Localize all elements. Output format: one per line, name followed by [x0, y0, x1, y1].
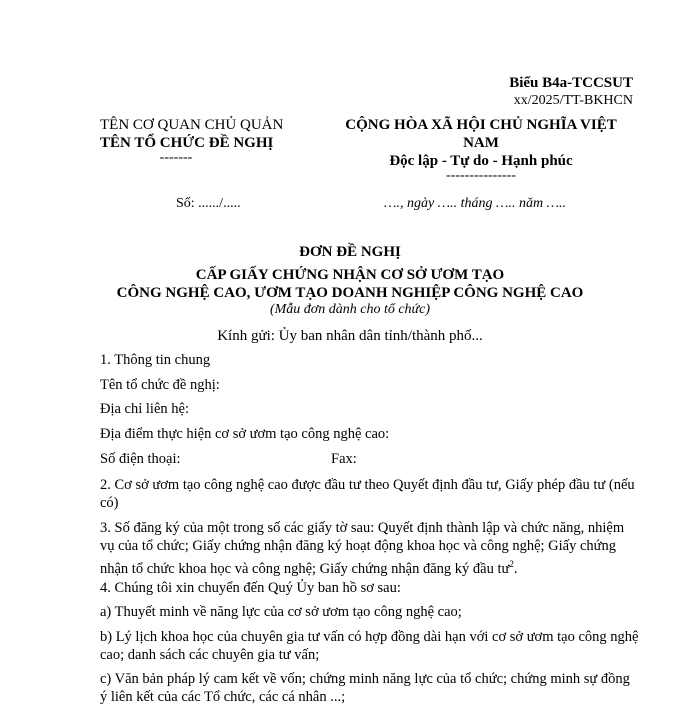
section-4a: a) Thuyết minh về năng lực của cơ sở ươm tạo công nghệ cao;: [100, 604, 462, 620]
title-line4: (Mẫu đơn dành cho tổ chức): [269, 302, 431, 317]
section-4b: b) Lý lịch khoa học của chuyên gia tư vấn có hợp đồng dài hạn với cơ sở ươm tạo công nghệ cao; danh sách các chuyên gia tư vấn;: [100, 629, 639, 663]
motto-rule: ---------------: [446, 168, 516, 183]
section-2: 2. Cơ sở ươm tạo công nghệ cao được đầu tư theo Quyết định đầu tư, Giấy phép đầu tư (nếu có): [100, 477, 635, 511]
footnote-2: 2: [509, 559, 514, 569]
org-name-label: Tên tổ chức đề nghị:: [100, 377, 220, 393]
contact-address-label: Địa chỉ liên hệ:: [100, 401, 189, 417]
document-date: …., ngày ….. tháng ….. năm …..: [384, 196, 567, 211]
document-number: Số: ....../.....: [176, 196, 241, 211]
title-line2: CẤP GIẤY CHỨNG NHẬN CƠ SỞ ƯƠM TẠO: [195, 267, 505, 283]
fax-label: Fax:: [331, 451, 357, 467]
agency-line1: TÊN CƠ QUAN CHỦ QUẢN: [100, 117, 284, 133]
republic-line2: NAM: [463, 135, 499, 151]
section-3: 3. Số đăng ký của một trong số các giấy tờ sau: Quyết định thành lập và chức năng, nhiệm vụ của tổ chức; Giấy chứng nhận đăng ký hoạt động khoa học và công nghệ; Giấy chứng nhận tổ chức khoa học và công nghệ; Giấy chứng nhận đăng ký đầu $tư^2$.: [100, 520, 625, 577]
section-4c: c) Văn bản pháp lý cam kết về vốn; chứng minh năng lực của tổ chức; chứng minh sự đồng ý liên kết của các Tổ chức, các cá nhân ...;: [100, 671, 630, 705]
addressee: Kính gửi: Ủy ban nhân dân tỉnh/thành phố...: [217, 328, 483, 344]
section-4-heading: 4. Chúng tôi xin chuyển đến Quý Ủy ban hồ sơ sau:: [100, 580, 401, 596]
agency-rule: -------: [159, 150, 193, 165]
agency-line2: TÊN TỔ CHỨC ĐỀ NGHỊ: [100, 135, 274, 151]
section-3-text: 3. Số đăng ký của một trong số các giấy tờ sau: Quyết định thành lập và chức năng, nhiệm vụ của tổ chức; Giấy chứng nhận đăng ký hoạt động khoa học và công nghệ; Giấy chứng nhận tổ chức khoa học và công nghệ; Giấy chứng nhận đăng ký đầu tư: [100, 520, 625, 577]
phone-label: Số điện thoại:: [100, 451, 181, 467]
republic-line1: CỘNG HÒA XÃ HỘI CHỦ NGHĨA VIỆT: [345, 117, 617, 133]
title-line1: ĐƠN ĐỀ NGHỊ: [299, 244, 401, 260]
motto: Độc lập - Tự do - Hạnh phúc: [389, 153, 573, 169]
incubation-site-label: Địa điểm thực hiện cơ sở ươm tạo công nghệ cao:: [100, 426, 390, 442]
circular-number: xx/2025/TT-BKHCN: [513, 93, 633, 108]
form-code: Biểu B4a-TCCSUT: [509, 75, 633, 91]
title-line3: CÔNG NGHỆ CAO, ƯƠM TẠO DOANH NGHIỆP CÔNG NGHỆ CAO: [116, 285, 584, 301]
section-1-heading: 1. Thông tin chung: [100, 352, 211, 368]
